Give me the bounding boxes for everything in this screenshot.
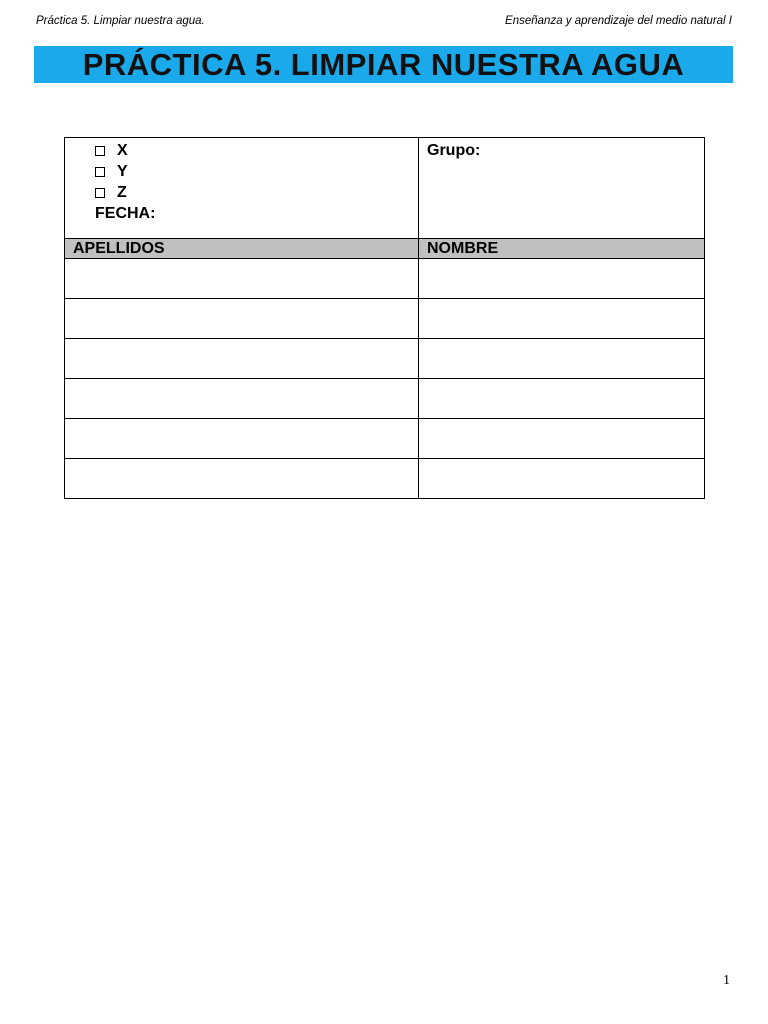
option-label: Z <box>117 184 127 201</box>
option-y[interactable] <box>95 161 418 182</box>
nombre-cell[interactable] <box>419 299 705 339</box>
page-number: 1 <box>723 973 730 988</box>
apellidos-cell[interactable] <box>65 379 419 419</box>
table-row <box>65 379 705 419</box>
table-row <box>65 339 705 379</box>
checkbox-icon[interactable] <box>95 188 105 198</box>
checkbox-icon[interactable] <box>95 146 105 156</box>
fecha-label: FECHA: <box>95 205 156 222</box>
grupo-cell[interactable] <box>419 138 705 239</box>
title-banner <box>34 46 733 83</box>
nombre-cell[interactable] <box>419 339 705 379</box>
running-header-right: Enseñanza y aprendizaje del medio natural I <box>505 15 732 27</box>
nombre-cell[interactable] <box>419 259 705 299</box>
option-x[interactable] <box>95 140 418 161</box>
nombre-cell[interactable] <box>419 379 705 419</box>
options-cell <box>65 138 419 239</box>
table-row <box>65 459 705 499</box>
table-row <box>65 259 705 299</box>
grupo-label: Grupo: <box>427 142 481 159</box>
option-z[interactable] <box>95 182 418 203</box>
nombre-cell[interactable] <box>419 419 705 459</box>
running-header-left: Práctica 5. Limpiar nuestra agua. <box>36 15 205 27</box>
table-row <box>65 419 705 459</box>
option-label: Y <box>117 163 128 180</box>
column-header-apellidos: APELLIDOS <box>65 239 419 259</box>
student-form-table <box>64 137 705 499</box>
checkbox-icon[interactable] <box>95 167 105 177</box>
apellidos-cell[interactable] <box>65 259 419 299</box>
apellidos-cell[interactable] <box>65 299 419 339</box>
apellidos-cell[interactable] <box>65 419 419 459</box>
page-title: PRÁCTICA 5. LIMPIAR NUESTRA AGUA <box>82 46 685 82</box>
column-header-nombre: NOMBRE <box>419 239 705 259</box>
table-row <box>65 299 705 339</box>
option-label: X <box>117 142 128 159</box>
apellidos-cell[interactable] <box>65 459 419 499</box>
nombre-cell[interactable] <box>419 459 705 499</box>
apellidos-cell[interactable] <box>65 339 419 379</box>
